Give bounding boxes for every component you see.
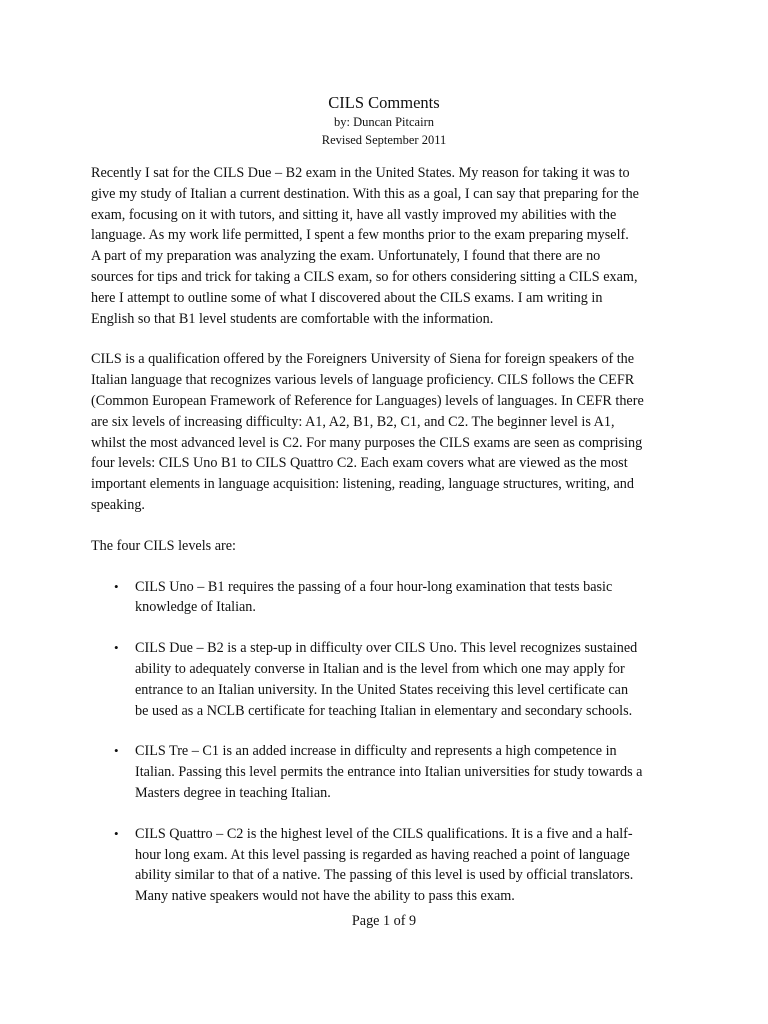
document-title: CILS Comments: [328, 93, 440, 112]
text-line: Italian. Passing this level permits the entrance into Italian universities for study towards a: [135, 764, 643, 781]
text-line: speaking.: [91, 496, 145, 513]
paragraph-intro: [91, 163, 681, 329]
list-item-cils-uno: [91, 577, 681, 619]
text-line: hour long exam. At this level passing is regarded as having reached a point of language: [135, 846, 630, 863]
text-line: knowledge of Italian.: [135, 599, 256, 616]
list-item-cils-due: [91, 638, 681, 721]
text-line: are six levels of increasing difficulty: A1, A2, B1, B2, C1, and C2. The beginner level is A1,: [91, 413, 615, 430]
text-line: English so that B1 level students are comfortable with the information.: [91, 310, 494, 327]
text-line: CILS Tre – C1 is an added increase in difficulty and represents a high competence in: [135, 743, 617, 760]
text-line: (Common European Framework of Reference for Languages) levels of languages. In CEFR there: [91, 392, 644, 409]
cils-levels-list: [91, 577, 681, 907]
text-line: Italian language that recognizes various levels of language proficiency. CILS follows the CEFR: [91, 372, 635, 389]
text-line: Masters degree in teaching Italian.: [135, 784, 331, 801]
bullet-icon: •: [114, 825, 119, 841]
text-line: Recently I sat for the CILS Due – B2 exam in the United States. My reason for taking it was to: [91, 165, 630, 181]
text-line: whilst the most advanced level is C2. For many purposes the CILS exams are seen as comprising: [91, 434, 643, 451]
document-revision-date: Revised September 2011: [321, 133, 447, 147]
text-line: sources for tips and trick for taking a CILS exam, so for others considering sitting a CILS exam,: [91, 268, 638, 285]
text-line: CILS Quattro – C2 is the highest level of the CILS qualifications. It is a five and a half-: [135, 825, 633, 842]
bullet-icon: •: [114, 743, 119, 759]
paragraph-cils-overview: [91, 349, 681, 515]
text-line: CILS Uno – B1 requires the passing of a four hour-long examination that tests basic: [135, 578, 613, 595]
text-line: CILS is a qualification offered by the Foreigners University of Siena for foreign speakers of the: [91, 351, 635, 368]
bullet-icon: •: [114, 640, 119, 656]
document-author: by: Duncan Pitcairn: [334, 115, 434, 129]
text-line: important elements in language acquisition: listening, reading, language structures, writing, and: [91, 476, 634, 493]
text-line: ability similar to that of a native. The passing of this level is used by official translators.: [135, 867, 634, 884]
document-header: [0, 92, 768, 149]
text-line: here I attempt to outline some of what I discovered about the CILS exams. I am writing in: [91, 289, 603, 306]
text-line: give my study of Italian a current destination. With this as a goal, I can say that preparing for the: [91, 185, 639, 202]
paragraph-levels-intro: [91, 536, 681, 557]
page-number: Page 1 of 9: [351, 913, 417, 929]
text-line: ability to adequately converse in Italian and is the level from which one may apply for: [135, 660, 625, 677]
text-line: Many native speakers would not have the ability to pass this exam.: [135, 888, 515, 905]
bullet-icon: •: [114, 578, 119, 594]
text-line: The four CILS levels are:: [91, 537, 236, 554]
text-line: four levels: CILS Uno B1 to CILS Quattro C2. Each exam covers what are viewed as the most: [91, 455, 628, 472]
list-item-cils-quattro: [91, 824, 681, 907]
text-line: exam, focusing on it with tutors, and sitting it, have all vastly improved my abilities with the: [91, 206, 617, 223]
text-line: be used as a NCLB certificate for teaching Italian in elementary and secondary schools.: [135, 702, 633, 719]
list-item-cils-tre: [91, 741, 681, 803]
text-line: A part of my preparation was analyzing the exam. Unfortunately, I found that there are no: [91, 248, 601, 265]
text-line: entrance to an Italian university. In the United States receiving this level certificate can: [135, 681, 629, 698]
text-line: language. As my work life permitted, I spent a few months prior to the exam preparing myself.: [91, 227, 629, 244]
document-body: [91, 163, 681, 927]
text-line: CILS Due – B2 is a step-up in difficulty over CILS Uno. This level recognizes sustained: [135, 640, 638, 657]
